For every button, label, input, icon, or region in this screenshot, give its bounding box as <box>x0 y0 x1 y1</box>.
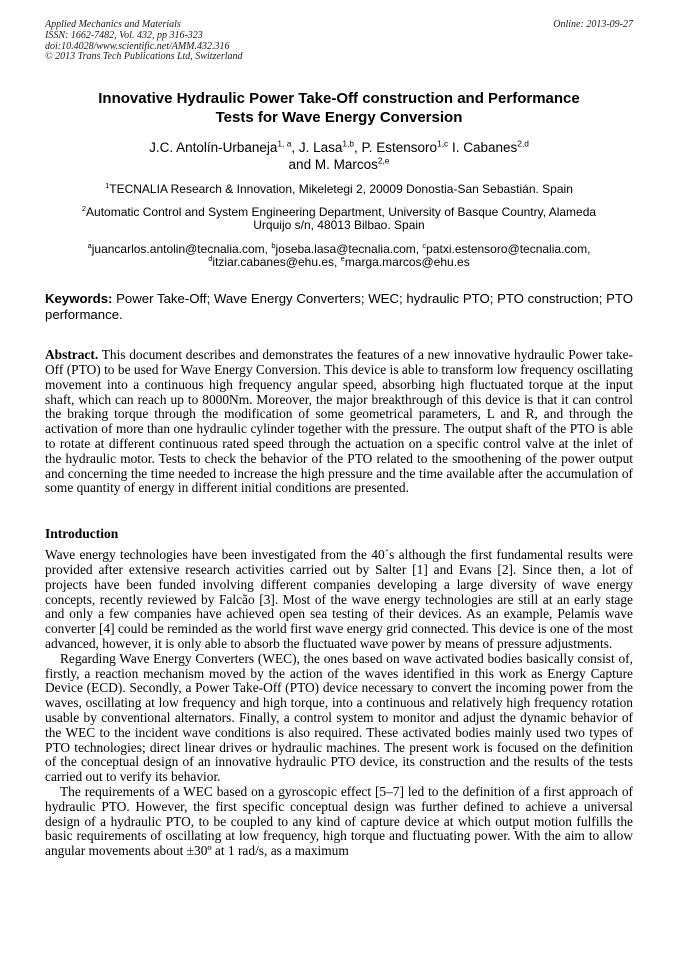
abstract-label: Abstract. <box>45 347 99 363</box>
journal-issn-line: ISSN: 1662-7482, Vol. 432, pp 316-323 <box>45 29 203 41</box>
introduction-heading: Introduction <box>45 526 119 542</box>
keywords-label: Keywords: <box>45 291 113 307</box>
abstract-text: This document describes and demonstrates the features of a new innovative hydraulic Power take-Off (PTO) to be used for Wave Energy Conversion. This device is able to transform low frequency oscillating movement into a continuous high frequency angular speed, absorbing high fluctuated torque at the input shaft, which can reach up to 8000Nm. Moreover, the major breakthrough of this device is that it can control the braking torque through the modification of some geometrical parameters, L and R, and through the activation of more than one hydraulic cylinder together with the pressure. The output shaft of the PTO is able to rotate at different continuous rated speed through the actuation on a specific control valve at the inlet of the hydraulic motor. Tests to check the behavior of the PTO related to the smoothening of the power output and concerning the time needed to increase the high pressure and the time available after the accumulation of some quantity of energy in different initial conditions are presented. <box>45 347 633 496</box>
intro-paragraph-2: Regarding Wave Energy Converters (WEC), the ones based on wave activated bodies basically consist of, firstly, a reaction mechanism moved by the action of the waves identified in this work as Energy Capture Device (ECD). Secondly, a Power Take-Off (PTO) device necessary to convert the incoming power from the waves, oscillating at low frequency and high torque, into a continuous and relatively high frequency rotation usable by conventional alternators. Finally, a control system to monitor and adjust the dynamic behavior of the WEC to the incident wave conditions is also required. These activated bodies mainly used two types of PTO technologies; direct linear drives or hydraulic machines. The present work is focused on the definition of the conceptual design of an innovative hydraulic PTO device, its construction and the results of the tests carried out to verify its behavior. <box>45 650 633 785</box>
abstract-paragraph <box>45 348 633 496</box>
keywords-line <box>45 291 633 322</box>
journal-doi-line: doi:10.4028/www.scientific.net/AMM.432.316 <box>45 40 230 52</box>
journal-header <box>45 20 633 63</box>
journal-info <box>45 20 243 63</box>
journal-copyright-line: © 2013 Trans Tech Publications Ltd, Switzerland <box>45 51 243 63</box>
journal-name: Applied Mechanics and Materials <box>45 19 181 30</box>
authors-line: J.C. Antolín-Urbaneja$^{1, a}$, J. Lasa$^{1,b}$, P. Estensoro$^{1,c}$ I. Cabanes$^{2,d}$ and M. Marcos$^{2,e}$ <box>149 138 529 173</box>
paper-title: Innovative Hydraulic Power Take-Off construction and Performance Tests for Wave Energy Conversion <box>98 90 580 127</box>
online-date: Online: 2013-09-27 <box>553 19 633 30</box>
intro-paragraph-1: Wave energy technologies have been investigated from the 40´s although the first fundamental results were provided after extensive research activities carried out by Salter [1] and Evans [2]. Since then, a lot of projects have been funded involving different companies developing a large diversity of wave energy concepts, recently reviewed by Falcão [3]. Most of the wave energy technologies are still at an early stage and only a few companies have achieved open sea testing of their devices. As an example, Pelamis wave converter [4] could be reminded as the world first wave energy grid connected. This device is one of the most advanced, however, it is only able to absorb the fluctuated wave power by means of pressure adjustments. <box>45 547 633 651</box>
keywords-text: Power Take-Off; Wave Energy Converters; WEC; hydraulic PTO; PTO construction; PTO performance. <box>45 291 633 322</box>
intro-paragraph-3: The requirements of a WEC based on a gyroscopic effect [5–7] led to the definition of a first approach of hydraulic PTO. However, the first specific conceptual design was further defined to achieve a universal design of a hydraulic PTO, to be coupled to any kind of capture device at which output motion fulfills the basic requirements of oscillating at low frequency, high torque and fluctuating power. With the aim to allow angular movements about ±30º at 1 rad/s, as a maximum <box>45 783 633 859</box>
author-emails: $^a$juancarlos.antolin@tecnalia.com, $^b$joseba.lasa@tecnalia.com, $^c$patxi.estensoro@tecnalia.com, $^d$itziar.cabanes@ehu.es, $^e$marga.marcos@ehu.es <box>87 241 591 270</box>
affiliation-1: $^1$TECNALIA Research & Innovation, Mikeletegi 2, 20009 Donostia-San Sebastián. Spain <box>105 181 573 197</box>
affiliation-2: $^2$Automatic Control and System Engineering Department, University of Basque Country, Alameda Urquijo s/n, 48013 Bilbao. Spain <box>81 204 597 233</box>
